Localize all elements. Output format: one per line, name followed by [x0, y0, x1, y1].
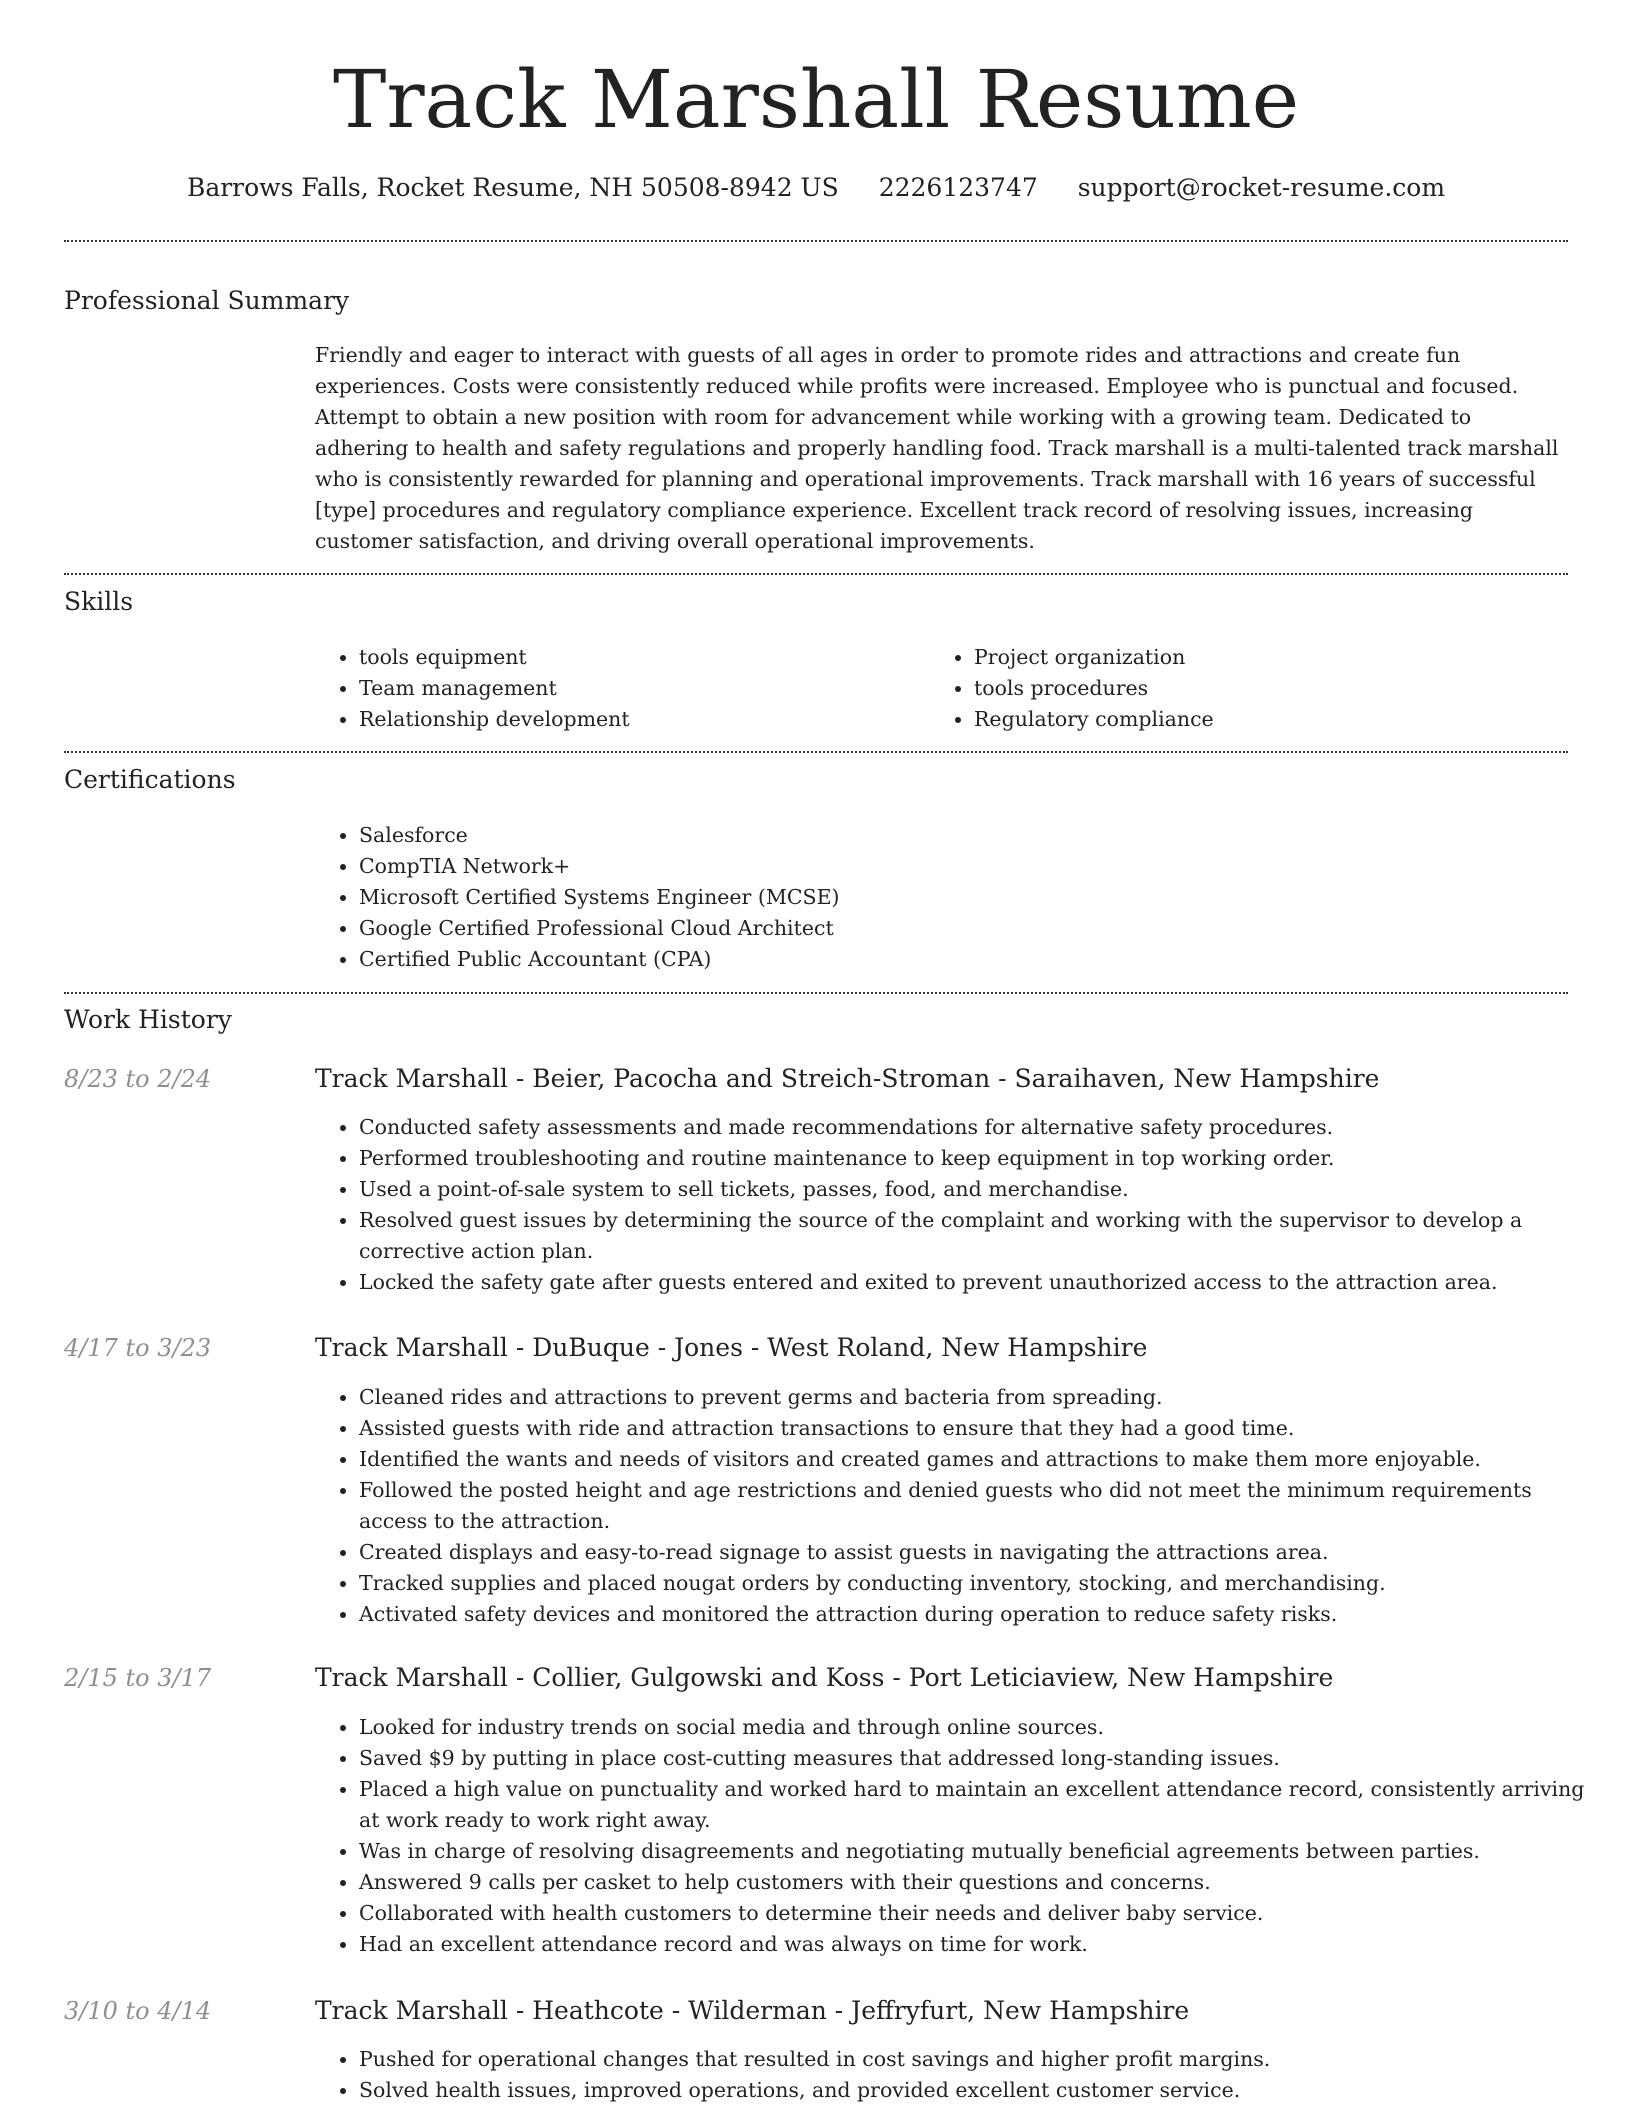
- job-bullet: • Answered 9 calls per casket to help customers with their questions and concerns.: [359, 1867, 1599, 1898]
- job-bullet: • Followed the posted height and age restrictions and denied guests who did not meet the minimum requirements access to the attraction.: [359, 1475, 1567, 1537]
- skills-list-left: [315, 642, 919, 735]
- job-dates: 2/15 to 3/17: [64, 1664, 212, 1692]
- job-bullet: • Saved $9 by putting in place cost-cutting measures that addressed long-standing issues.: [359, 1743, 1599, 1774]
- job-dates: 4/17 to 3/23: [64, 1334, 212, 1362]
- job-bullets: [315, 2044, 1567, 2106]
- job-bullet: • Assisted guests with ride and attraction transactions to ensure that they had a good time.: [359, 1413, 1567, 1444]
- skill-item: • Relationship development: [359, 704, 919, 735]
- certifications-heading: Certifications: [64, 765, 236, 794]
- job-bullet: • Used a point-of-sale system to sell tickets, passes, food, and merchandise.: [359, 1174, 1567, 1205]
- job-title: Track Marshall - DuBuque - Jones - West Roland, New Hampshire: [315, 1333, 1148, 1362]
- job-bullet: • Solved health issues, improved operations, and provided excellent customer service.: [359, 2075, 1567, 2106]
- contact-email: support@rocket-resume.com: [1077, 173, 1446, 202]
- job-bullet: • Collaborated with health customers to determine their needs and deliver baby service.: [359, 1898, 1599, 1929]
- resume-name: Track Marshall Resume: [332, 53, 1300, 146]
- job-bullet: • Created displays and easy-to-read signage to assist guests in navigating the attractions area.: [359, 1537, 1567, 1568]
- divider: [64, 751, 1568, 753]
- work-history-heading: Work History: [64, 1005, 232, 1034]
- certifications-list: [315, 820, 1559, 975]
- job-title: Track Marshall - Beier, Pacocha and Streich-Stroman - Saraihaven, New Hampshire: [315, 1064, 1380, 1093]
- certification-item: • CompTIA Network+: [359, 851, 1559, 882]
- job-bullet: • Was in charge of resolving disagreements and negotiating mutually beneficial agreements between parties.: [359, 1836, 1599, 1867]
- job-bullet: • Activated safety devices and monitored the attraction during operation to reduce safety risks.: [359, 1599, 1567, 1630]
- certification-item: • Google Certified Professional Cloud Architect: [359, 913, 1559, 944]
- summary-heading: Professional Summary: [64, 286, 350, 315]
- certification-item: • Certified Public Accountant (CPA): [359, 944, 1559, 975]
- skills-heading: Skills: [64, 587, 134, 616]
- divider: [64, 992, 1568, 994]
- skill-item: • tools equipment: [359, 642, 919, 673]
- job-bullet: • Identified the wants and needs of visitors and created games and attractions to make them more enjoyable.: [359, 1444, 1567, 1475]
- job-bullet: • Performed troubleshooting and routine maintenance to keep equipment in top working order.: [359, 1143, 1567, 1174]
- job-bullet: • Pushed for operational changes that resulted in cost savings and higher profit margins.: [359, 2044, 1567, 2075]
- job-bullet: • Locked the safety gate after guests entered and exited to prevent unauthorized access to the attraction area.: [359, 1267, 1567, 1298]
- job-bullet: • Tracked supplies and placed nougat orders by conducting inventory, stocking, and merchandising.: [359, 1568, 1567, 1599]
- contact-line: [0, 170, 1632, 206]
- skills-list-right: [930, 642, 1574, 735]
- skill-item: • Team management: [359, 673, 919, 704]
- divider: [64, 573, 1568, 575]
- divider: [64, 240, 1568, 242]
- job-bullet: • Had an excellent attendance record and was always on time for work.: [359, 1929, 1599, 1960]
- summary-text: Friendly and eager to interact with guests of all ages in order to promote rides and attractions and create fun experiences. Costs were consistently reduced while profits were increased. Employee who is punctual and focused. Attempt to obtain a new position with room for advancement while working with a growing team. Dedicated to adhering to health and safety regulations and properly handling food. Track marshall is a multi-talented track marshall who is consistently rewarded for planning and operational improvements. Track marshall with 16 years of successful [type] procedures and regulatory compliance experience. Excellent track record of resolving issues, increasing customer satisfaction, and driving overall operational improvements.: [315, 343, 1559, 553]
- job-bullets: [315, 1382, 1567, 1630]
- job-title: Track Marshall - Collier, Gulgowski and Koss - Port Leticiaview, New Hampshire: [315, 1663, 1334, 1692]
- job-dates: 3/10 to 4/14: [64, 1997, 212, 2025]
- job-title: Track Marshall - Heathcote - Wilderman - Jeffryfurt, New Hampshire: [315, 1996, 1190, 2025]
- skill-item: • tools procedures: [974, 673, 1574, 704]
- certification-item: • Salesforce: [359, 820, 1559, 851]
- job-bullet: • Resolved guest issues by determining the source of the complaint and working with the supervisor to develop a corrective action plan.: [359, 1205, 1567, 1267]
- skill-item: • Regulatory compliance: [974, 704, 1574, 735]
- skill-item: • Project organization: [974, 642, 1574, 673]
- job-bullet: • Looked for industry trends on social media and through online sources.: [359, 1712, 1599, 1743]
- job-bullets: [315, 1712, 1599, 1960]
- job-bullet: • Conducted safety assessments and made recommendations for alternative safety procedures.: [359, 1112, 1567, 1143]
- job-bullets: [315, 1112, 1567, 1298]
- job-dates: 8/23 to 2/24: [64, 1065, 212, 1093]
- contact-phone: 2226123747: [878, 173, 1038, 202]
- contact-address: Barrows Falls, Rocket Resume, NH 50508-8942 US: [186, 173, 839, 202]
- job-bullet: • Cleaned rides and attractions to prevent germs and bacteria from spreading.: [359, 1382, 1567, 1413]
- certification-item: • Microsoft Certified Systems Engineer (MCSE): [359, 882, 1559, 913]
- job-bullet: • Placed a high value on punctuality and worked hard to maintain an excellent attendance record, consistently arriving at work ready to work right away.: [359, 1774, 1599, 1836]
